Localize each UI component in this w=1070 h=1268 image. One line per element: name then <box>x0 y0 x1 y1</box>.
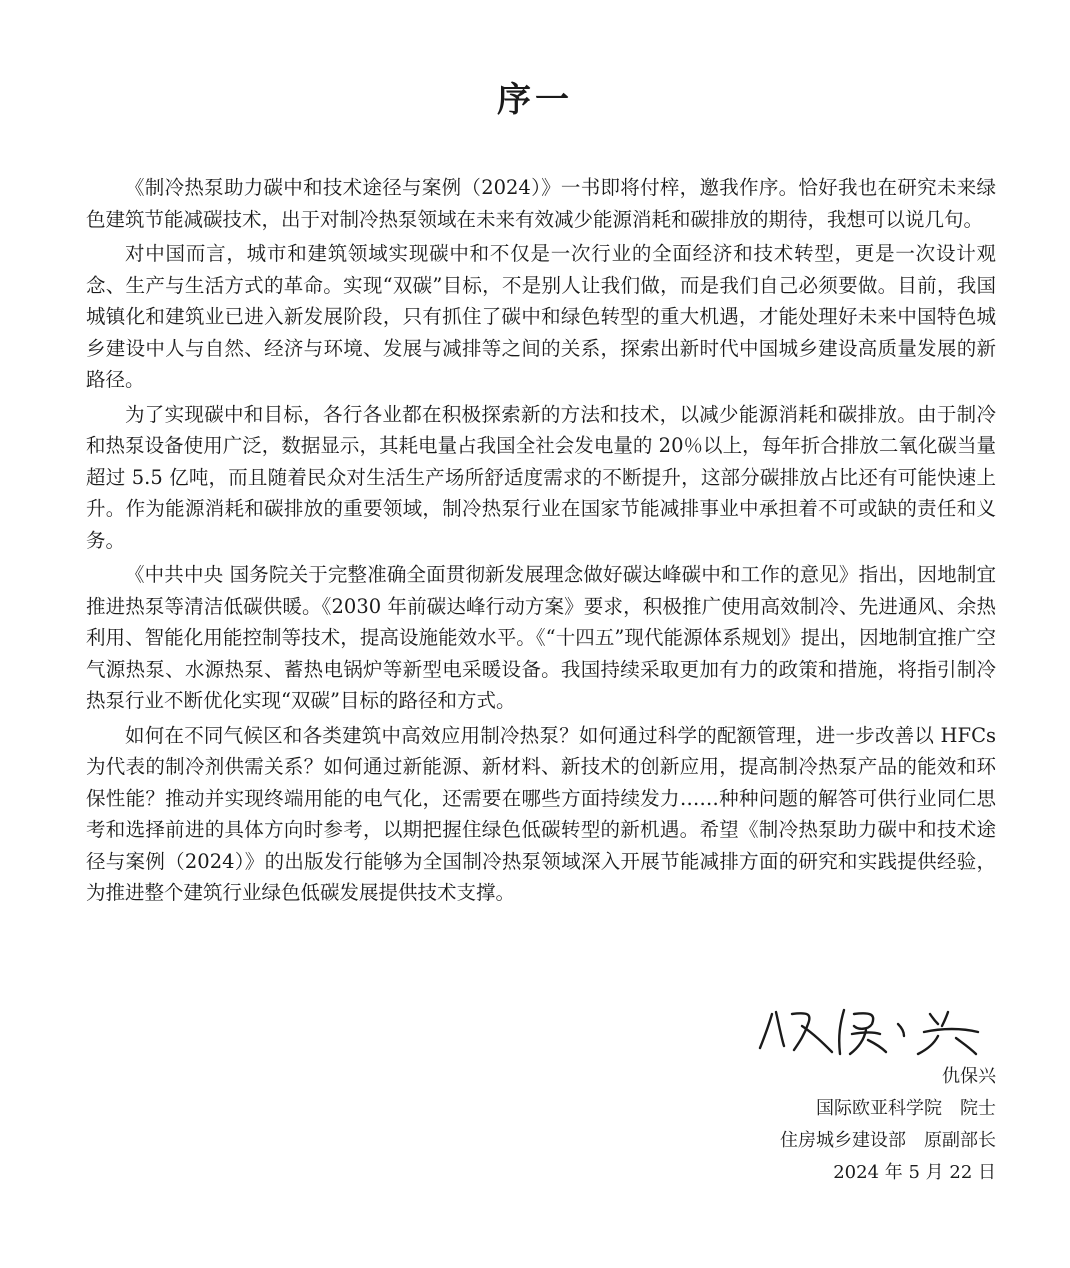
preface-body <box>86 172 996 912</box>
paragraph: 《制冷热泵助力碳中和技术途径与案例（2024）》一书即将付梓，邀我作序。恰好我也在研究未来绿色建筑节能减碳技术，出于对制冷热泵领域在未来有效减少能源消耗和碳排放的期待，我想可以说几句。 <box>86 176 996 231</box>
paragraph: 为了实现碳中和目标，各行各业都在积极探索新的方法和技术，以减少能源消耗和碳排放。由于制冷和热泵设备使用广泛，数据显示，其耗电量占我国全社会发电量的 20％以上，每年折合排放二氧化碳当量超过 5.5 亿吨，而且随着民众对生活生产场所舒适度需求的不断提升，这部分碳排放占比还有可能快速上升。作为能源消耗和碳排放的重要领域，制冷热泵行业在国家节能减排事业中承担着不可或缺的责任和义务。 <box>86 402 996 552</box>
paragraph: 《中共中央 国务院关于完整准确全面贯彻新发展理念做好碳达峰碳中和工作的意见》指出，因地制宜推进热泵等清洁低碳供暖。《2030 年前碳达峰行动方案》要求，积极推广使用高效制冷、先进通风、余热利用、智能化用能控制等技术，提高设施能效水平。《“十四五”现代能源体系规划》提出，因地制宜推广空气源热泵、水源热泵、蓄热电锅炉等新型电采暖设备。我国持续采取更加有力的政策和措施，将指引制冷热泵行业不断优化实现“双碳”目标的路径和方式。 <box>86 563 996 712</box>
signature-date: 2024 年 5 月 22 日 <box>833 1162 996 1183</box>
signature-block <box>780 1061 996 1189</box>
handwritten-signature <box>758 1000 998 1062</box>
author-name: 仇保兴 <box>942 1066 996 1087</box>
author-title-academy: 国际欧亚科学院 院士 <box>816 1098 996 1119</box>
paragraph: 对中国而言，城市和建筑领域实现碳中和不仅是一次行业的全面经济和技术转型，更是一次设计观念、生产与生活方式的革命。实现“双碳”目标，不是别人让我们做，而是我们自己必须要做。目前，我国城镇化和建筑业已进入新发展阶段，只有抓住了碳中和绿色转型的重大机遇，才能处理好未来中国特色城乡建设中人与自然、经济与环境、发展与减排等之间的关系，探索出新时代中国城乡建设高质量发展的新路径。 <box>86 242 996 391</box>
paragraph: 如何在不同气候区和各类建筑中高效应用制冷热泵？如何通过科学的配额管理，进一步改善以 HFCs 为代表的制冷剂供需关系？如何通过新能源、新材料、新技术的创新应用，提高制冷热泵产品的能效和环保性能？推动并实现终端用能的电气化，还需要在哪些方面持续发力……种种问题的解答可供行业同仁思考和选择前进的具体方向时参考，以期把握住绿色低碳转型的新机遇。希望《制冷热泵助力碳中和技术途径与案例（2024）》的出版发行能够为全国制冷热泵领域深入开展节能减排方面的研究和实践提供经验，为推进整个建筑行业绿色低碳发展提供技术支撑。 <box>86 723 996 904</box>
author-title-ministry: 住房城乡建设部 原副部长 <box>780 1130 996 1151</box>
page-title: 序一 <box>497 80 573 120</box>
